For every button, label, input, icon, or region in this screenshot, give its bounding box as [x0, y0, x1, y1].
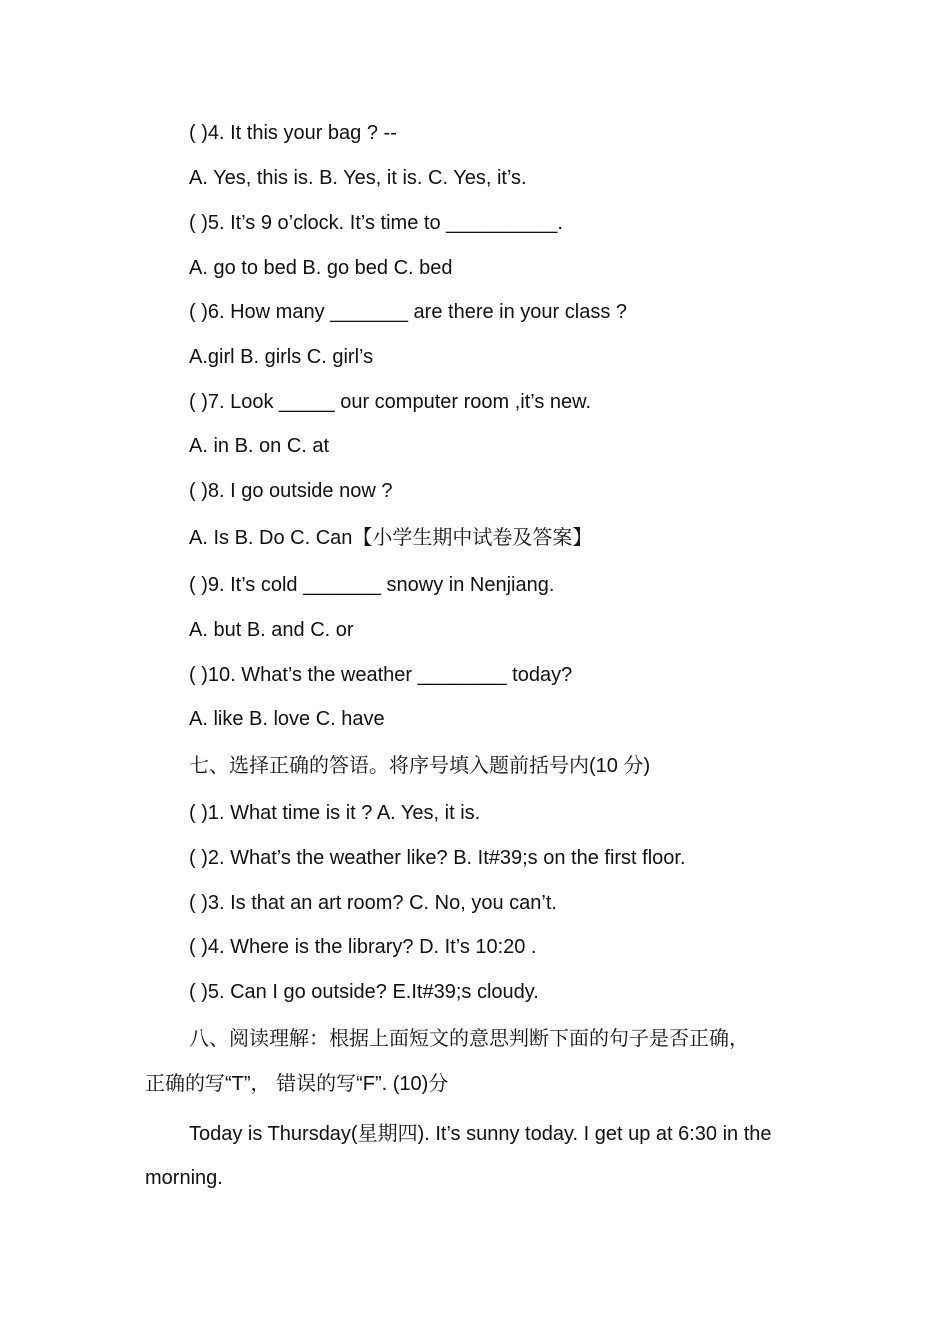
- question-4-options: A. Yes, this is. B. Yes, it is. C. Yes, it’s.: [189, 167, 527, 189]
- question-7: ( )7. Look _____ our computer room ,it’s new.: [189, 391, 592, 413]
- reading-passage-cont: morning.: [145, 1167, 223, 1189]
- question-9: ( )9. It’s cold _______ snowy in Nenjiang.: [189, 574, 555, 596]
- match-item-2: ( )2. What’s the weather like? B. It#39;s on the first floor.: [189, 847, 686, 869]
- match-item-4: ( )4. Where is the library? D. It’s 10:20 .: [189, 936, 537, 958]
- question-9-options: A. but B. and C. or: [189, 619, 354, 641]
- question-7-options: A. in B. on C. at: [189, 435, 330, 457]
- match-item-3: ( )3. Is that an art room? C. No, you can’t.: [189, 892, 557, 914]
- section-8-heading-cont: 正确的写“T”， 错误的写“F”. (10)分: [145, 1073, 449, 1095]
- match-item-1: ( )1. What time is it ? A. Yes, it is.: [189, 802, 481, 824]
- question-6-options: A.girl B. girls C. girl’s: [189, 346, 374, 368]
- question-6: ( )6. How many _______ are there in your class ?: [189, 301, 627, 323]
- question-5-options: A. go to bed B. go bed C. bed: [189, 257, 453, 279]
- reading-passage: Today is Thursday(星期四). It’s sunny today. I get up at 6:30 in the: [189, 1123, 772, 1145]
- question-8: ( )8. I go outside now ?: [189, 480, 393, 502]
- question-4: ( )4. It this your bag ? --: [189, 122, 397, 144]
- question-10: ( )10. What’s the weather ________ today?: [189, 664, 573, 686]
- question-10-options: A. like B. love C. have: [189, 708, 385, 730]
- question-8-options: A. Is B. Do C. Can【小学生期中试卷及答案】: [189, 527, 593, 549]
- match-item-5: ( )5. Can I go outside? E.It#39;s cloudy.: [189, 981, 539, 1003]
- question-5: ( )5. It’s 9 o’clock. It’s time to __________.: [189, 212, 563, 234]
- section-8-heading: 八、阅读理解：根据上面短文的意思判断下面的句子是否正确，: [189, 1028, 749, 1050]
- section-7-heading: 七、选择正确的答语。将序号填入题前括号内(10 分): [189, 755, 651, 777]
